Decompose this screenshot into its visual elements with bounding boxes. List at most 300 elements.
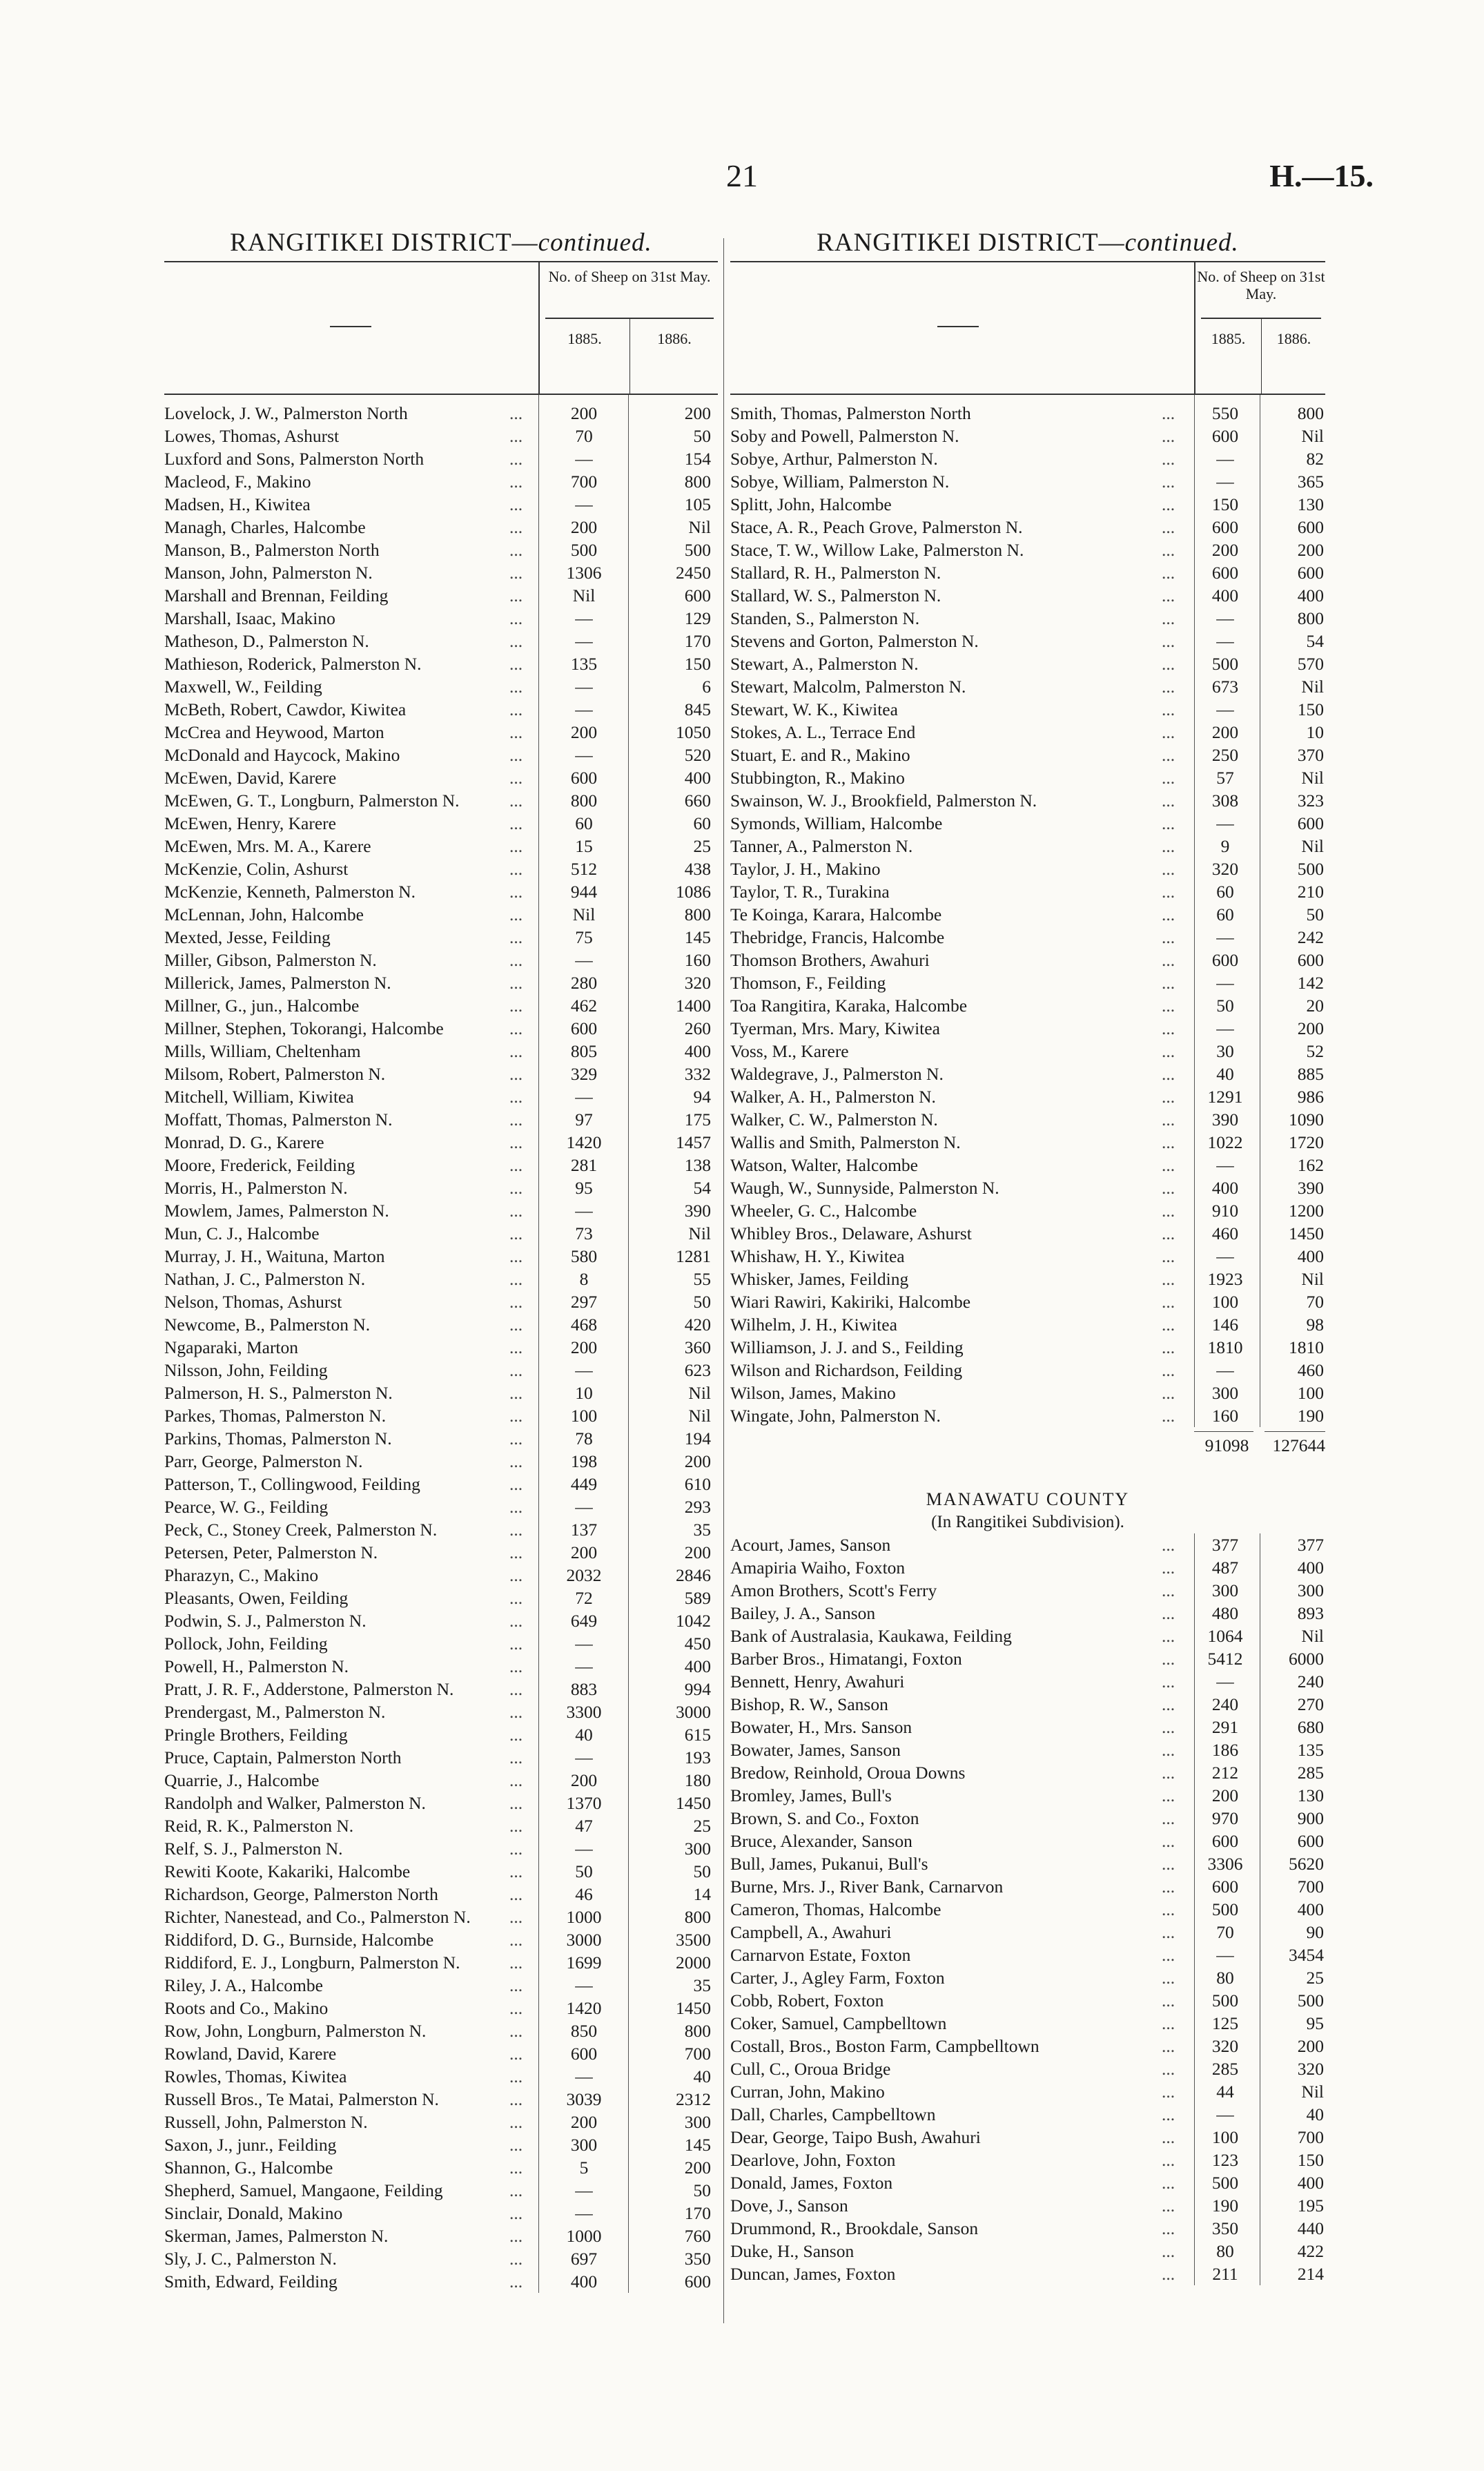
left-column-title xyxy=(164,228,718,261)
section-owner-name: Cobb, Robert, Foxton xyxy=(730,1990,884,2010)
right-sheep-1885: 40 xyxy=(1216,1064,1234,1084)
right-sheep-1885: 320 xyxy=(1211,859,1239,879)
left-sheep-1885: 95 xyxy=(575,1178,593,1198)
section-sheep-1885: 350 xyxy=(1211,2218,1239,2238)
left-sheep-1885: 3300 xyxy=(566,1702,602,1722)
section-sheep-1885: 5412 xyxy=(1207,1649,1243,1669)
left-leader-dots: ... xyxy=(509,585,523,605)
right-sheep-1886: 10 xyxy=(1306,722,1324,742)
left-owner-name: Quarrie, J., Halcombe xyxy=(164,1770,320,1790)
left-sheep-1885: 60 xyxy=(575,813,593,833)
left-sheep-1886: 150 xyxy=(684,654,711,674)
left-owner-name: Morris, H., Palmerston N. xyxy=(164,1178,348,1198)
right-sheep-1886: 600 xyxy=(1297,563,1324,583)
left-sheep-1886: 800 xyxy=(684,472,711,492)
right-owner-name: Stewart, Malcolm, Palmerston N. xyxy=(730,677,966,697)
right-owner-name: Watson, Walter, Halcombe xyxy=(730,1155,918,1175)
left-owner-name: McKenzie, Kenneth, Palmerston N. xyxy=(164,882,416,902)
left-leader-dots: ... xyxy=(509,1428,523,1448)
section-leader-dots: ... xyxy=(1162,1763,1175,1783)
right-owner-name: Wallis and Smith, Palmerston N. xyxy=(730,1132,961,1152)
left-row xyxy=(164,1814,718,1837)
right-owner-name: Symonds, William, Halcombe xyxy=(730,813,943,833)
left-sheep-1885: 800 xyxy=(570,791,598,811)
section-sheep-1885: 200 xyxy=(1211,1785,1239,1805)
left-sheep-1885: — xyxy=(575,1360,593,1380)
left-owner-name: Podwin, S. J., Palmerston N. xyxy=(164,1611,367,1631)
left-sheep-1885: 3039 xyxy=(566,2089,602,2109)
section-sheep-1885: 212 xyxy=(1211,1763,1239,1783)
left-sheep-1886: 54 xyxy=(693,1178,711,1198)
left-row xyxy=(164,857,718,880)
right-row xyxy=(730,1290,1325,1313)
section-leader-dots: ... xyxy=(1162,1945,1175,1965)
right-sheep-1886: 200 xyxy=(1297,540,1324,560)
left-sheep-1886: 1050 xyxy=(676,722,711,742)
right-sheep-1885: 390 xyxy=(1211,1109,1239,1130)
left-owner-name: Rowles, Thomas, Kiwitea xyxy=(164,2066,347,2086)
section-row xyxy=(730,2080,1325,2103)
left-owner-name: Maxwell, W., Feilding xyxy=(164,677,322,697)
right-owner-name: Soby and Powell, Palmerston N. xyxy=(730,426,959,446)
left-owner-name: Sly, J. C., Palmerston N. xyxy=(164,2249,337,2269)
left-sheep-1885: Nil xyxy=(572,904,596,924)
left-leader-dots: ... xyxy=(509,2203,523,2223)
right-title-italic: continued. xyxy=(1124,229,1239,257)
left-row xyxy=(164,1404,718,1427)
left-row xyxy=(164,1951,718,1974)
left-owner-name: Marshall and Brennan, Feilding xyxy=(164,585,389,605)
section-row xyxy=(730,1647,1325,1670)
left-row xyxy=(164,721,718,744)
left-sheep-1885: 198 xyxy=(570,1451,598,1471)
right-leader-dots: ... xyxy=(1162,722,1175,742)
left-leader-dots: ... xyxy=(509,1565,523,1585)
right-sheep-1886: 800 xyxy=(1297,403,1324,423)
left-leader-dots: ... xyxy=(509,1952,523,1973)
right-owner-name: Voss, M., Karere xyxy=(730,1041,849,1061)
left-row xyxy=(164,789,718,812)
right-leader-dots: ... xyxy=(1162,927,1175,947)
left-leader-dots: ... xyxy=(509,449,523,469)
right-sheep-1886: 600 xyxy=(1297,813,1324,833)
left-row xyxy=(164,1723,718,1746)
left-row xyxy=(164,1746,718,1769)
right-row xyxy=(730,721,1325,744)
right-owner-name: Waugh, W., Sunnyside, Palmerston N. xyxy=(730,1178,999,1198)
right-owner-name: Walker, C. W., Palmerston N. xyxy=(730,1109,938,1130)
right-sheep-1885: — xyxy=(1216,1155,1234,1175)
left-sheep-1885: 1420 xyxy=(566,1998,602,2018)
left-sheep-1885: 700 xyxy=(570,472,598,492)
left-leader-dots: ... xyxy=(509,1178,523,1198)
left-sheep-1885: — xyxy=(575,1839,593,1859)
right-leader-dots: ... xyxy=(1162,1178,1175,1198)
left-sheep-1886: 25 xyxy=(693,1816,711,1836)
left-owner-name: Riley, J. A., Halcombe xyxy=(164,1975,323,1995)
left-sheep-1886: Nil xyxy=(688,517,711,537)
section-row xyxy=(730,1670,1325,1693)
left-sheep-1885: 1306 xyxy=(566,563,602,583)
right-sheep-1885: 910 xyxy=(1211,1201,1239,1221)
right-row xyxy=(730,1199,1325,1222)
section-sheep-1886: 600 xyxy=(1297,1831,1324,1851)
left-sheep-1885: 468 xyxy=(570,1315,598,1335)
right-row xyxy=(730,1359,1325,1382)
left-leader-dots: ... xyxy=(509,1383,523,1403)
left-row xyxy=(164,1108,718,1131)
left-row xyxy=(164,2133,718,2156)
left-sheep-1886: 145 xyxy=(684,927,711,947)
left-sheep-1885: 1370 xyxy=(566,1793,602,1813)
right-row xyxy=(730,1154,1325,1176)
left-owner-name: Nilsson, John, Feilding xyxy=(164,1360,328,1380)
section-row xyxy=(730,1807,1325,1830)
left-row xyxy=(164,1564,718,1587)
left-row xyxy=(164,425,718,447)
left-table-header xyxy=(164,261,718,395)
left-sheep-1885: 2032 xyxy=(566,1565,602,1585)
right-sheep-1885: 500 xyxy=(1211,654,1239,674)
section-row xyxy=(730,1944,1325,1966)
right-row xyxy=(730,584,1325,607)
left-sheep-1886: 845 xyxy=(684,699,711,719)
left-sheep-1886: 760 xyxy=(684,2226,711,2246)
left-row xyxy=(164,1063,718,1085)
left-row xyxy=(164,1382,718,1404)
left-sheep-1885: 200 xyxy=(570,1770,598,1790)
left-sheep-1885: — xyxy=(575,2203,593,2223)
section-sheep-1886: 893 xyxy=(1297,1603,1324,1623)
left-leader-dots: ... xyxy=(509,2180,523,2200)
left-sheep-1885: 449 xyxy=(570,1474,598,1494)
left-row xyxy=(164,766,718,789)
section-owner-name: Carter, J., Agley Farm, Foxton xyxy=(730,1968,945,1988)
section-owner-name: Brown, S. and Co., Foxton xyxy=(730,1808,919,1828)
left-owner-name: Richardson, George, Palmerston North xyxy=(164,1884,438,1904)
right-row xyxy=(730,971,1325,994)
left-leader-dots: ... xyxy=(509,791,523,811)
left-owner-name: McEwen, Henry, Karere xyxy=(164,813,336,833)
section-owner-name: Dearlove, John, Foxton xyxy=(730,2150,896,2170)
right-sheep-1885: — xyxy=(1216,699,1234,719)
left-leader-dots: ... xyxy=(509,1018,523,1038)
left-sheep-1886: 129 xyxy=(684,608,711,628)
left-sheep-1885: 600 xyxy=(570,2044,598,2064)
section-sheep-1885: 123 xyxy=(1211,2150,1239,2170)
section-sheep-1885: 80 xyxy=(1216,1968,1234,1988)
right-sheep-1886: 1200 xyxy=(1289,1201,1324,1221)
section-sheep-1885: 600 xyxy=(1211,1877,1239,1897)
left-owner-name: Row, John, Longburn, Palmerston N. xyxy=(164,2021,427,2041)
right-row xyxy=(730,630,1325,652)
section-sheep-1886: 135 xyxy=(1297,1740,1324,1760)
left-sheep-1885: — xyxy=(575,2180,593,2200)
right-sheep-1886: 190 xyxy=(1297,1406,1324,1426)
section-row xyxy=(730,2126,1325,2149)
section-sheep-1885: 970 xyxy=(1211,1808,1239,1828)
section-sheep-1885: 44 xyxy=(1216,2082,1234,2102)
right-sheep-1886: 570 xyxy=(1297,654,1324,674)
left-sheep-1885: 137 xyxy=(570,1520,598,1540)
left-leader-dots: ... xyxy=(509,950,523,970)
left-owner-name: Patterson, T., Collingwood, Feilding xyxy=(164,1474,420,1494)
left-row xyxy=(164,1450,718,1473)
section-sheep-1886: 195 xyxy=(1297,2196,1324,2216)
left-row xyxy=(164,1085,718,1108)
left-sheep-1886: 360 xyxy=(684,1337,711,1357)
right-owner-name: Wheeler, G. C., Halcombe xyxy=(730,1201,917,1221)
right-sheep-1885: 1923 xyxy=(1207,1269,1243,1289)
right-row xyxy=(730,1313,1325,1336)
left-sheep-1886: 800 xyxy=(684,904,711,924)
right-owner-name: Stokes, A. L., Terrace End xyxy=(730,722,916,742)
right-sheep-1886: Nil xyxy=(1301,1269,1324,1289)
left-leader-dots: ... xyxy=(509,2158,523,2178)
left-leader-dots: ... xyxy=(509,2021,523,2041)
section-leader-dots: ... xyxy=(1162,2059,1175,2079)
left-leader-dots: ... xyxy=(509,1656,523,1676)
right-row xyxy=(730,675,1325,698)
section-owner-name: Dove, J., Sanson xyxy=(730,2196,848,2216)
right-sheep-1886: 162 xyxy=(1297,1155,1324,1175)
right-sheep-1886: 52 xyxy=(1306,1041,1324,1061)
left-sheep-1886: 25 xyxy=(693,836,711,856)
left-leader-dots: ... xyxy=(509,1474,523,1494)
left-owner-name: Pringle Brothers, Feilding xyxy=(164,1725,348,1745)
right-sheep-1885: 300 xyxy=(1211,1383,1239,1403)
right-row xyxy=(730,949,1325,971)
left-sheep-1886: 170 xyxy=(684,2203,711,2223)
left-sheep-1885: 1699 xyxy=(566,1952,602,1973)
section-sheep-1886: 3454 xyxy=(1289,1945,1324,1965)
section-leader-dots: ... xyxy=(1162,1854,1175,1874)
left-row xyxy=(164,1359,718,1382)
left-leader-dots: ... xyxy=(509,2271,523,2291)
right-leader-dots: ... xyxy=(1162,859,1175,879)
right-owner-name: Wingate, John, Palmerston N. xyxy=(730,1406,941,1426)
right-sheep-1886: 323 xyxy=(1297,791,1324,811)
right-sheep-1886: 1810 xyxy=(1289,1337,1324,1357)
left-row xyxy=(164,1792,718,1814)
left-sheep-1886: 1457 xyxy=(676,1132,711,1152)
left-row xyxy=(164,698,718,721)
left-owner-name: Palmerson, H. S., Palmerston N. xyxy=(164,1383,393,1403)
right-row xyxy=(730,926,1325,949)
right-table-header xyxy=(730,261,1325,395)
left-leader-dots: ... xyxy=(509,1542,523,1562)
left-owner-name: Petersen, Peter, Palmerston N. xyxy=(164,1542,378,1562)
left-row xyxy=(164,1176,718,1199)
left-sheep-1885: — xyxy=(575,1747,593,1767)
left-sheep-1886: 35 xyxy=(693,1975,711,1995)
right-sheep-1885: 30 xyxy=(1216,1041,1234,1061)
section-sheep-1886: 25 xyxy=(1306,1968,1324,1988)
right-sheep-1886: 460 xyxy=(1297,1360,1324,1380)
section-sheep-1886: Nil xyxy=(1301,1626,1324,1646)
left-row xyxy=(164,630,718,652)
section-sheep-1885: 100 xyxy=(1211,2127,1239,2147)
right-row xyxy=(730,812,1325,835)
left-sheep-1885: 281 xyxy=(570,1155,598,1175)
left-leader-dots: ... xyxy=(509,1611,523,1631)
left-sheep-1885: — xyxy=(575,1634,593,1654)
left-leader-dots: ... xyxy=(509,1679,523,1699)
left-owner-name: Pearce, W. G., Feilding xyxy=(164,1497,329,1517)
right-row xyxy=(730,561,1325,584)
right-leader-dots: ... xyxy=(1162,950,1175,970)
section-sheep-1885: 1064 xyxy=(1207,1626,1243,1646)
left-owner-name: Peck, C., Stoney Creek, Palmerston N. xyxy=(164,1520,438,1540)
right-leader-dots: ... xyxy=(1162,791,1175,811)
left-leader-dots: ... xyxy=(509,1975,523,1995)
left-owner-name: McDonald and Haycock, Makino xyxy=(164,745,400,765)
left-sheep-1886: 420 xyxy=(684,1315,711,1335)
left-sheep-1885: 46 xyxy=(575,1884,593,1904)
left-sheep-1885: 400 xyxy=(570,2271,598,2291)
section-owner-name: Curran, John, Makino xyxy=(730,2082,885,2102)
left-owner-name: Relf, S. J., Palmerston N. xyxy=(164,1839,343,1859)
right-sheep-1885: 400 xyxy=(1211,585,1239,605)
right-table-body xyxy=(730,395,1325,1427)
right-column-rule xyxy=(1194,395,1195,1427)
right-sheep-1886: 130 xyxy=(1297,494,1324,514)
section-leader-dots: ... xyxy=(1162,2173,1175,2193)
right-sheep-1886: 82 xyxy=(1306,449,1324,469)
right-owner-name: Tyerman, Mrs. Mary, Kiwitea xyxy=(730,1018,940,1038)
left-sheep-1885: 300 xyxy=(570,2135,598,2155)
section-leader-dots: ... xyxy=(1162,1877,1175,1897)
left-row xyxy=(164,1268,718,1290)
left-sheep-1886: 1281 xyxy=(676,1246,711,1266)
right-row xyxy=(730,698,1325,721)
section-sheep-1885: 211 xyxy=(1212,2264,1238,2284)
right-sheep-1886: 20 xyxy=(1306,996,1324,1016)
section-row xyxy=(730,2217,1325,2240)
left-row xyxy=(164,1860,718,1883)
left-leader-dots: ... xyxy=(509,1725,523,1745)
section-owner-name: Duncan, James, Foxton xyxy=(730,2264,896,2284)
right-row xyxy=(730,402,1325,425)
left-sheep-1885: 1420 xyxy=(566,1132,602,1152)
right-leader-dots: ... xyxy=(1162,768,1175,788)
left-owner-name: Pollock, John, Feilding xyxy=(164,1634,328,1654)
right-leader-dots: ... xyxy=(1162,608,1175,628)
right-leader-dots: ... xyxy=(1162,1041,1175,1061)
left-sheep-1885: 75 xyxy=(575,927,593,947)
left-leader-dots: ... xyxy=(509,1816,523,1836)
right-sheep-1885: 308 xyxy=(1211,791,1239,811)
right-leader-dots: ... xyxy=(1162,517,1175,537)
right-sheep-1886: 150 xyxy=(1297,699,1324,719)
left-sheep-1885: — xyxy=(575,1201,593,1221)
left-owner-name: Moffatt, Thomas, Palmerston N. xyxy=(164,1109,393,1130)
right-leader-dots: ... xyxy=(1162,1201,1175,1221)
left-leader-dots: ... xyxy=(509,403,523,423)
right-year-1885: 1885. xyxy=(1211,330,1246,347)
left-sheep-1886: 2450 xyxy=(676,563,711,583)
section-sheep-1885: 70 xyxy=(1216,1922,1234,1942)
left-owner-name: Madsen, H., Kiwitea xyxy=(164,494,311,514)
left-row xyxy=(164,971,718,994)
right-row xyxy=(730,1063,1325,1085)
left-row xyxy=(164,1541,718,1564)
left-sheep-1886: 200 xyxy=(684,2158,711,2178)
left-owner-name: Millner, G., jun., Halcombe xyxy=(164,996,360,1016)
right-sheep-1885: 600 xyxy=(1211,950,1239,970)
right-owner-name: Smith, Thomas, Palmerston North xyxy=(730,403,971,423)
left-owner-name: Parkins, Thomas, Palmerston N. xyxy=(164,1428,392,1448)
total-1885: 91098 xyxy=(1204,1435,1249,1455)
left-sheep-1885: 47 xyxy=(575,1816,593,1836)
section-owner-name: Cull, C., Oroua Bridge xyxy=(730,2059,891,2079)
left-sheep-1886: 293 xyxy=(684,1497,711,1517)
left-row xyxy=(164,1632,718,1655)
left-leader-dots: ... xyxy=(509,1747,523,1767)
section-owner-name: Duke, H., Sanson xyxy=(730,2241,855,2261)
section-leader-dots: ... xyxy=(1162,1785,1175,1805)
left-sheep-1886: 300 xyxy=(684,1839,711,1859)
right-sheep-1885: — xyxy=(1216,1246,1234,1266)
left-sheep-1886: 610 xyxy=(684,1474,711,1494)
section-row xyxy=(730,2012,1325,2035)
left-sheep-1885: 200 xyxy=(570,2112,598,2132)
right-sheep-1885: 1022 xyxy=(1207,1132,1243,1152)
left-row xyxy=(164,1040,718,1063)
left-owner-name: Smith, Edward, Feilding xyxy=(164,2271,338,2291)
section-sheep-1885: 377 xyxy=(1211,1535,1239,1555)
left-sheep-1886: 154 xyxy=(684,449,711,469)
right-sheep-1885: — xyxy=(1216,449,1234,469)
left-row xyxy=(164,2247,718,2270)
left-owner-name: Mexted, Jesse, Feilding xyxy=(164,927,331,947)
left-leader-dots: ... xyxy=(509,1907,523,1927)
right-owner-name: Toa Rangitira, Karaka, Halcombe xyxy=(730,996,968,1016)
section-row xyxy=(730,1784,1325,1807)
section-sheep-1886: 422 xyxy=(1297,2241,1324,2261)
section-row xyxy=(730,2035,1325,2057)
left-sheep-1885: 600 xyxy=(570,1018,598,1038)
left-row xyxy=(164,652,718,675)
left-owner-name: Parkes, Thomas, Palmerston N. xyxy=(164,1406,387,1426)
left-row xyxy=(164,1928,718,1951)
right-leader-dots: ... xyxy=(1162,654,1175,674)
section-sheep-1885: 500 xyxy=(1211,1899,1239,1919)
section-owner-name: Bennett, Henry, Awahuri xyxy=(730,1671,905,1692)
right-sheep-1886: 500 xyxy=(1297,859,1324,879)
left-row xyxy=(164,1154,718,1176)
left-sheep-1886: 600 xyxy=(684,585,711,605)
section-sheep-1885: 240 xyxy=(1211,1694,1239,1714)
section-leader-dots: ... xyxy=(1162,1990,1175,2010)
right-leader-dots: ... xyxy=(1162,1155,1175,1175)
left-row xyxy=(164,1700,718,1723)
left-leader-dots: ... xyxy=(509,1360,523,1380)
left-leader-dots: ... xyxy=(509,973,523,993)
right-sheep-1886: 885 xyxy=(1297,1064,1324,1084)
left-sheep-1886: 520 xyxy=(684,745,711,765)
left-sheep-1885: 600 xyxy=(570,768,598,788)
left-sheep-1885: — xyxy=(575,608,593,628)
left-leader-dots: ... xyxy=(509,1246,523,1266)
left-row xyxy=(164,903,718,926)
left-sheep-1885: 73 xyxy=(575,1223,593,1243)
left-row xyxy=(164,2156,718,2179)
left-row xyxy=(164,561,718,584)
left-sheep-1886: 600 xyxy=(684,2271,711,2291)
section-sheep-1886: 700 xyxy=(1297,2127,1324,2147)
section-row xyxy=(730,1693,1325,1716)
